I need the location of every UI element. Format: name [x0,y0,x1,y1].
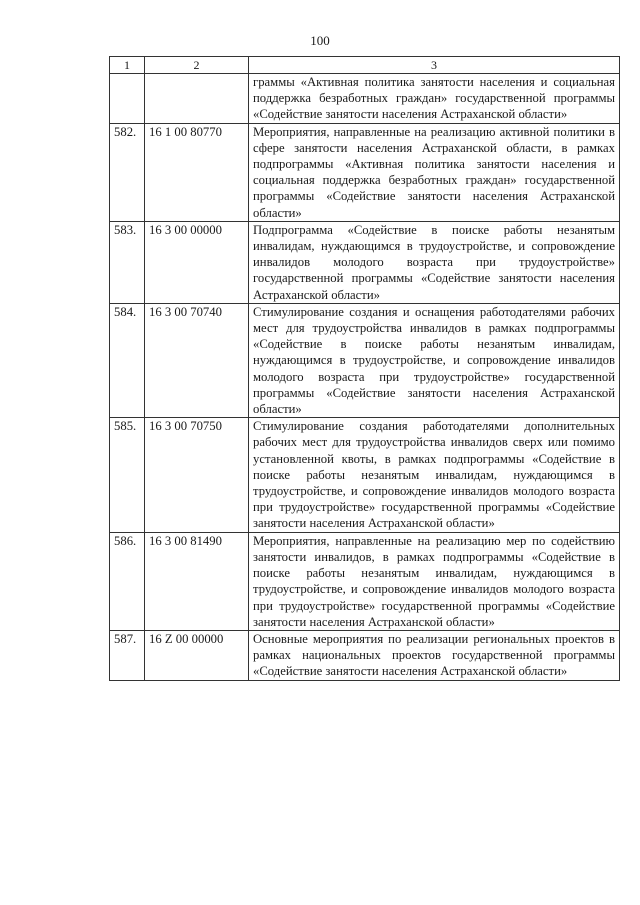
row-number: 582. [110,123,145,221]
table-header-row [110,57,620,74]
table-row [110,630,620,680]
classification-table [109,56,620,681]
row-code: 16 Z 00 00000 [145,630,249,680]
row-code: 16 3 00 81490 [145,532,249,630]
row-code: 16 3 00 00000 [145,221,249,303]
row-number: 586. [110,532,145,630]
row-code: 16 1 00 80770 [145,123,249,221]
row-description: Мероприятия, направленные на реализацию активной политики в сфере занятости населения Астраханской области, в рамках подпрограммы «Активная политика занятости населения и социальная поддержка безработных граждан» государственной программы «Содействие занятости населения Астраханской области» [249,123,620,221]
table-row [110,74,620,124]
row-description: Стимулирование создания и оснащения работодателями рабочих мест для трудоустройства инвалидов в рамках подпрограммы «Содействие в поиске работы незанятым инвалидам, нуждающимся в трудоустройстве, и сопровождение инвалидов молодого возраста при трудоустройстве» государственной программы «Содействие занятости населения Астраханской области» [249,303,620,417]
table-row [110,418,620,532]
table-row [110,221,620,303]
row-description: граммы «Активная политика занятости населения и социальная поддержка безработных граждан» государственной программы «Содействие занятости населения Астраханской области» [249,74,620,124]
header-cell-1: 1 [110,57,145,74]
row-code [145,74,249,124]
table-row [110,303,620,417]
row-number [110,74,145,124]
header-cell-3: 3 [249,57,620,74]
table-row [110,123,620,221]
table-row [110,532,620,630]
header-cell-2: 2 [145,57,249,74]
row-number: 584. [110,303,145,417]
row-code: 16 3 00 70750 [145,418,249,532]
row-number: 587. [110,630,145,680]
row-number: 585. [110,418,145,532]
row-description: Стимулирование создания работодателями дополнительных рабочих мест для трудоустройства инвалидов сверх или помимо установленной квоты, в рамках подпрограммы «Содействие в поиске работы незанятым инвалидам, нуждающимся в трудоустройстве, и сопровождение инвалидов молодого возраста при трудоустройстве» государственной программы «Содействие занятости населения Астраханской области» [249,418,620,532]
row-code: 16 3 00 70740 [145,303,249,417]
page-number: 100 [310,33,330,48]
row-number: 583. [110,221,145,303]
row-description: Основные мероприятия по реализации региональных проектов в рамках национальных проектов государственной программы «Содействие занятости населения Астраханской области» [249,630,620,680]
row-description: Мероприятия, направленные на реализацию мер по содействию занятости инвалидов, в рамках подпрограммы «Содействие в поиске работы незанятым инвалидам, нуждающимся в трудоустройстве, и сопровождение инвалидов молодого возраста при трудоустройстве» государственной программы «Содействие занятости населения Астраханской области» [249,532,620,630]
row-description: Подпрограмма «Содействие в поиске работы незанятым инвалидам, нуждающимся в трудоустройстве, и сопровождение инвалидов молодого возраста при трудоустройстве» государственной программы «Содействие занятости населения Астраханской области» [249,221,620,303]
